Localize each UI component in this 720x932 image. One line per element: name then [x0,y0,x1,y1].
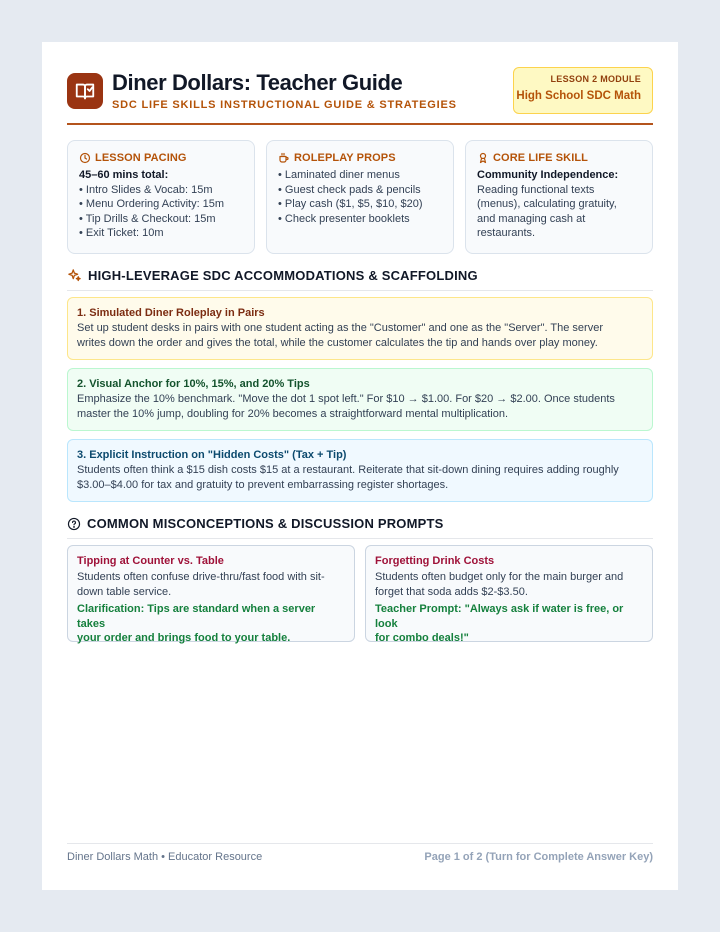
accommodation-title: 1. Simulated Diner Roleplay in Pairs [77,307,265,319]
accommodation-line: master the 10% jump, doubling for 20% becomes a straightforward mental multiplication. [77,407,509,420]
pacing-item: • Menu Ordering Activity: 15m [79,198,225,210]
accommodation-title: 3. Explicit Instruction on "Hidden Costs" (Tax + Tip) [77,449,347,461]
page-footer [67,843,653,863]
accommodation-line: Set up student desks in pairs with one student acting as the "Customer" and one as the "Server". The server [77,322,603,334]
sparkles-icon [67,268,82,283]
module-badge-course: High School SDC Math [516,90,641,102]
pacing-total: 45–60 mins total: [79,169,169,181]
clarification-line: your order and brings food to your table. [77,632,291,644]
accommodation-title: 2. Visual Anchor for 10%, 15%, and 20% Tips [77,378,310,390]
accommodation-item [67,439,653,502]
accommodation-item [67,297,653,360]
misconception-title: Tipping at Counter vs. Table [77,555,224,567]
core-life-skill-card [465,140,653,254]
accommodation-line: $3.00–$4.00 for tax and gratuity to prevent embarrassing register shortages. [77,478,449,491]
accommodation-line: Emphasize the 10% benchmark. "Move the dot 1 spot left." For $10 → $1.00. For $20 → $2.00. Once students [77,393,615,405]
misconception-line: forget that soda adds $2-$3.50. [375,585,528,598]
skill-line: restaurants. [477,227,536,239]
page-subtitle: SDC LIFE SKILLS INSTRUCTIONAL GUIDE & STRATEGIES [112,99,457,111]
misconception-title: Forgetting Drink Costs [375,555,495,567]
clock-icon [79,152,91,164]
props-item: • Guest check pads & pencils [278,183,421,196]
misconception-line: down table service. [77,585,172,598]
accommodation-item [67,368,653,431]
module-badge [513,67,653,114]
skill-line: (menus), calculating gratuity, [477,198,617,210]
coffee-cup-icon [278,152,290,164]
info-cards [67,140,653,254]
accommodation-text [77,392,643,421]
lesson-pacing-body [79,168,244,241]
page-content [67,67,653,863]
card-heading-text: CORE LIFE SKILL [493,152,588,164]
misconception-text [375,570,643,599]
props-item: • Play cash ($1, $5, $10, $20) [278,198,423,210]
props-item: • Check presenter booklets [278,212,410,225]
lesson-pacing-card [67,140,255,254]
misconception-card [67,545,355,642]
accommodation-line: Students often think a $15 dish costs $15 at a restaurant. Reiterate that sit-down dining requires adding roughly [77,464,619,476]
accommodation-line: writes down the order and gives the total, while the customer calculates the tip and hands over play money. [77,336,598,349]
core-life-skill-body [477,168,642,241]
clarification-line: Clarification: Tips are standard when a server takes [77,603,316,630]
document-page [42,42,678,890]
footer-resource-label: Diner Dollars Math • Educator Resource [67,851,263,863]
core-life-skill-heading [477,152,642,164]
roleplay-props-body [278,168,443,226]
props-item: • Laminated diner menus [278,169,400,181]
footer-page-number: Page 1 of 2 (Turn for Complete Answer Key) [424,851,653,863]
misconception-card [365,545,653,642]
misconception-text [77,570,345,599]
teacher-prompt-line: for combo deals!" [375,632,469,644]
clarification-note [77,602,345,646]
misconceptions-heading [67,515,653,539]
skill-line: and managing cash at [477,212,586,225]
section-heading-text: COMMON MISCONCEPTIONS & DISCUSSION PROMPTS [87,516,444,531]
pacing-item: • Tip Drills & Checkout: 15m [79,212,216,225]
pacing-item: • Intro Slides & Vocab: 15m [79,183,213,196]
teacher-prompt-note [375,602,643,646]
pacing-item: • Exit Ticket: 10m [79,227,164,239]
roleplay-props-card [266,140,454,254]
award-ribbon-icon [477,152,489,164]
question-circle-icon [67,517,81,531]
misconception-line: Students often budget only for the main burger and [375,571,624,583]
roleplay-props-heading [278,152,443,164]
page-header [67,67,653,125]
book-open-icon [67,73,103,109]
teacher-prompt-line: Teacher Prompt: "Always ask if water is free, or look [375,603,624,630]
module-badge-label: LESSON 2 MODULE [550,74,641,84]
page-title: Diner Dollars: Teacher Guide [112,70,403,95]
section-heading-text: HIGH-LEVERAGE SDC ACCOMMODATIONS & SCAFFOLDING [88,268,478,283]
card-heading-text: LESSON PACING [95,152,187,164]
skill-title: Community Independence: [477,169,619,181]
misconception-line: Students often confuse drive-thru/fast food with sit- [77,571,325,583]
lesson-pacing-heading [79,152,244,164]
skill-line: Reading functional texts [477,183,595,196]
accommodation-text [77,321,643,350]
card-heading-text: ROLEPLAY PROPS [294,152,396,164]
accommodations-heading [67,267,653,291]
accommodation-text [77,463,643,492]
